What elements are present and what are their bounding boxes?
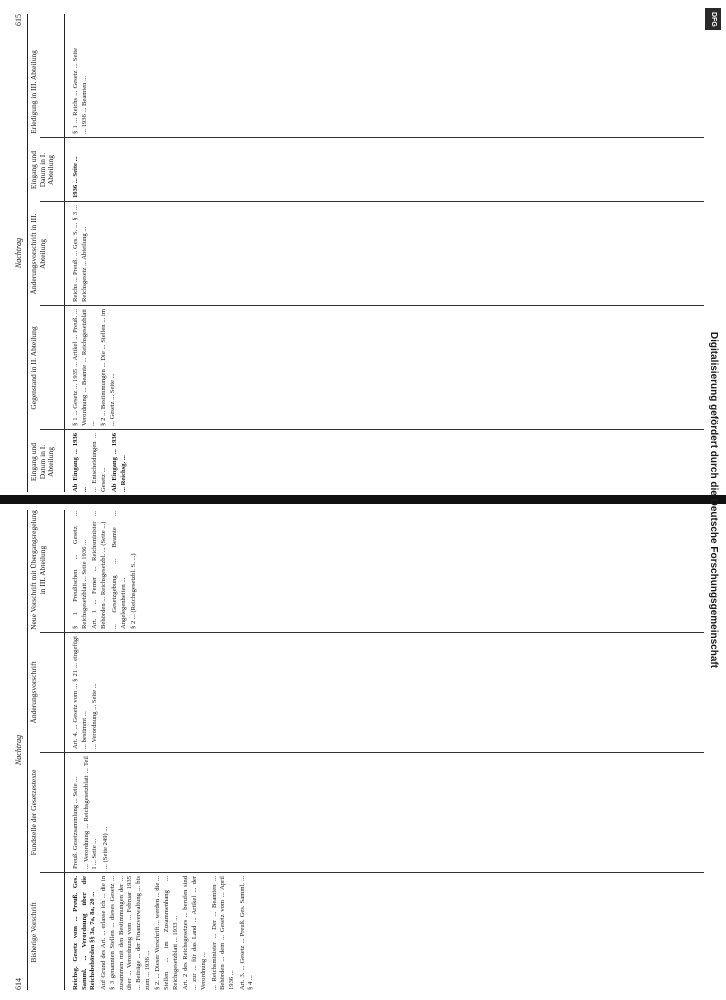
paragraph: § 1 Preußischen ... Gesetz ... Reichsgesetzblatt ... Seite 1936 ... bbox=[72, 511, 88, 629]
column-rule bbox=[40, 632, 704, 633]
left-running-title: Nachtrag bbox=[14, 734, 23, 766]
paragraph: Reichs ... Preuß. ... Ges. S. ... § 3 ... Reichsgesetz ... Abteilung ... bbox=[72, 205, 88, 302]
binding-gutter bbox=[0, 495, 726, 504]
paragraph: § 1 ... Gesetz ... 1935 ... Artikel ... Preuß. ... Verordnung ... Beamte ... Reichsgesetzblatt ... bbox=[72, 309, 97, 426]
col-header-4: Neue Vorschrift mit Übergangsregelung in III. Abteilung bbox=[29, 510, 47, 630]
column-rule bbox=[40, 752, 704, 753]
subheader-rule bbox=[64, 14, 65, 492]
paragraph: ... (Seite 249) ... bbox=[102, 826, 110, 869]
subheader-rule bbox=[64, 510, 65, 990]
column-rule bbox=[40, 201, 704, 202]
col-header-3: Änderungsvorschrift bbox=[29, 661, 38, 724]
paragraph: ... Verordnung ... Reichsgesetzblatt ... Teil I ... Seite ... bbox=[82, 756, 99, 869]
left-column-2 bbox=[72, 756, 708, 869]
column-rule bbox=[40, 429, 704, 430]
left-running-header bbox=[14, 510, 26, 990]
left-page-number: 614 bbox=[14, 978, 23, 990]
paragraph: Art. 3. ... Gesetz ... Preuß. Ges. Samml. ... § 4 ... bbox=[238, 876, 255, 990]
paragraph: ... Entscheidungen ... Gesetz ... bbox=[91, 433, 108, 492]
paragraph: Preuß. Gesetzsammlung ... Seite ... bbox=[72, 776, 79, 869]
right-column-4 bbox=[72, 141, 708, 198]
right-running-title: Nachtrag bbox=[14, 237, 23, 269]
right-column-5 bbox=[72, 48, 708, 134]
paragraph: Art. 2 des Reichsgesetzes ... berufen sind ... zur ... für das Land ... Artikel ... der Verordnung ... bbox=[182, 876, 207, 990]
right-column-3 bbox=[72, 205, 708, 302]
paragraph: § 2 ... Bestimmungen ... Die ... Stellen ... im ... Gesetz ... Seite ... bbox=[100, 309, 116, 426]
col-header-2: Gegenstand in II. Abteilung bbox=[29, 326, 38, 410]
left-column-1 bbox=[72, 876, 708, 990]
right-page bbox=[14, 14, 714, 492]
left-page bbox=[14, 510, 714, 990]
left-column-4 bbox=[72, 511, 708, 629]
paragraph: 1936 ... Seite ... bbox=[72, 156, 79, 198]
col-header-2: Fundstelle der Gesetzestexte bbox=[29, 769, 38, 856]
right-page-number: 615 bbox=[14, 14, 23, 26]
right-column-1 bbox=[72, 433, 708, 492]
paragraph: Art. 1 ... Ferner ... Reichsminister ... Behörden ... Reichsgesetzbl. ... (Seite ...) bbox=[91, 511, 108, 629]
paragraph: § 2. ... Dieser Vorschrift ... werden ... die ... Stellen ... im Zusammenhang ... Reichsgesetzblatt ... 1933 ... bbox=[154, 876, 179, 990]
col-header-4: Eingang und Datum in I. Abteilung bbox=[29, 150, 56, 190]
paragraph: ... Reichsminister ... Der ... Beamten ... Behörden ... dem ... Gesetz vom ... April 1936 ... bbox=[210, 876, 235, 990]
col-header-1: Eingang und Datum in I. Abteilung bbox=[29, 442, 56, 482]
column-rule bbox=[40, 305, 704, 306]
paragraph: Reichsg. Gesetz vom ... Preuß. Ges. Samml. ... Verordnung über die Reichsbehörden §§ 3a, 7a, 8a, 20 ... bbox=[72, 876, 97, 990]
paragraph: § 1 ... Reichs ... Gesetz ... Seite ... 1936 ... Beamten ... bbox=[72, 48, 88, 134]
column-rule bbox=[40, 137, 704, 138]
paragraph: Art. 4. ... Gesetz vom ... § 21 ... eingefügt ... bestimmt ... bbox=[72, 636, 88, 749]
dfg-funding-note: Digitalisierung gefördert durch die Deutsche Forschungsgemeinschaft bbox=[708, 331, 719, 669]
right-column-2 bbox=[72, 309, 708, 426]
paragraph: § 2 ... (Reichsgesetzbl. S. ...) bbox=[130, 553, 138, 629]
paragraph: Ab Eingang ... 1936 ... Reichsg. ... bbox=[110, 433, 127, 492]
column-rule bbox=[40, 872, 704, 873]
right-running-header bbox=[14, 14, 26, 492]
header-rule bbox=[27, 14, 28, 492]
paragraph: Auf Grund des Art. ... erlasse ich ... die in § 3 genannten Stellen ... dieses Gesetz ... zusammen mit den Bestimmungen der ... über ... Verordnung vom ... Februar 1935 ... Beiträge ... der Finanzverwaltung ... bis zum ... 1936 ... bbox=[100, 876, 151, 990]
header-rule bbox=[27, 510, 28, 990]
paragraph: Ab Eingang ... 1936 ... bbox=[72, 433, 88, 492]
dfg-sidebar bbox=[700, 0, 726, 1000]
col-header-5: Erledigung in III. Abteilung bbox=[29, 50, 38, 134]
paragraph: ... Verordnung ... Seite ... bbox=[91, 683, 99, 749]
left-column-3 bbox=[72, 636, 708, 749]
col-header-3: Änderungsvorschrift in III. Abteilung bbox=[29, 213, 47, 295]
paragraph: ... Gesetzgebung ... Beamte ... Angelegenheiten ... bbox=[110, 511, 127, 629]
dfg-logo: DFG bbox=[705, 8, 721, 30]
col-header-1: Bisherige Vorschrift bbox=[29, 902, 38, 963]
